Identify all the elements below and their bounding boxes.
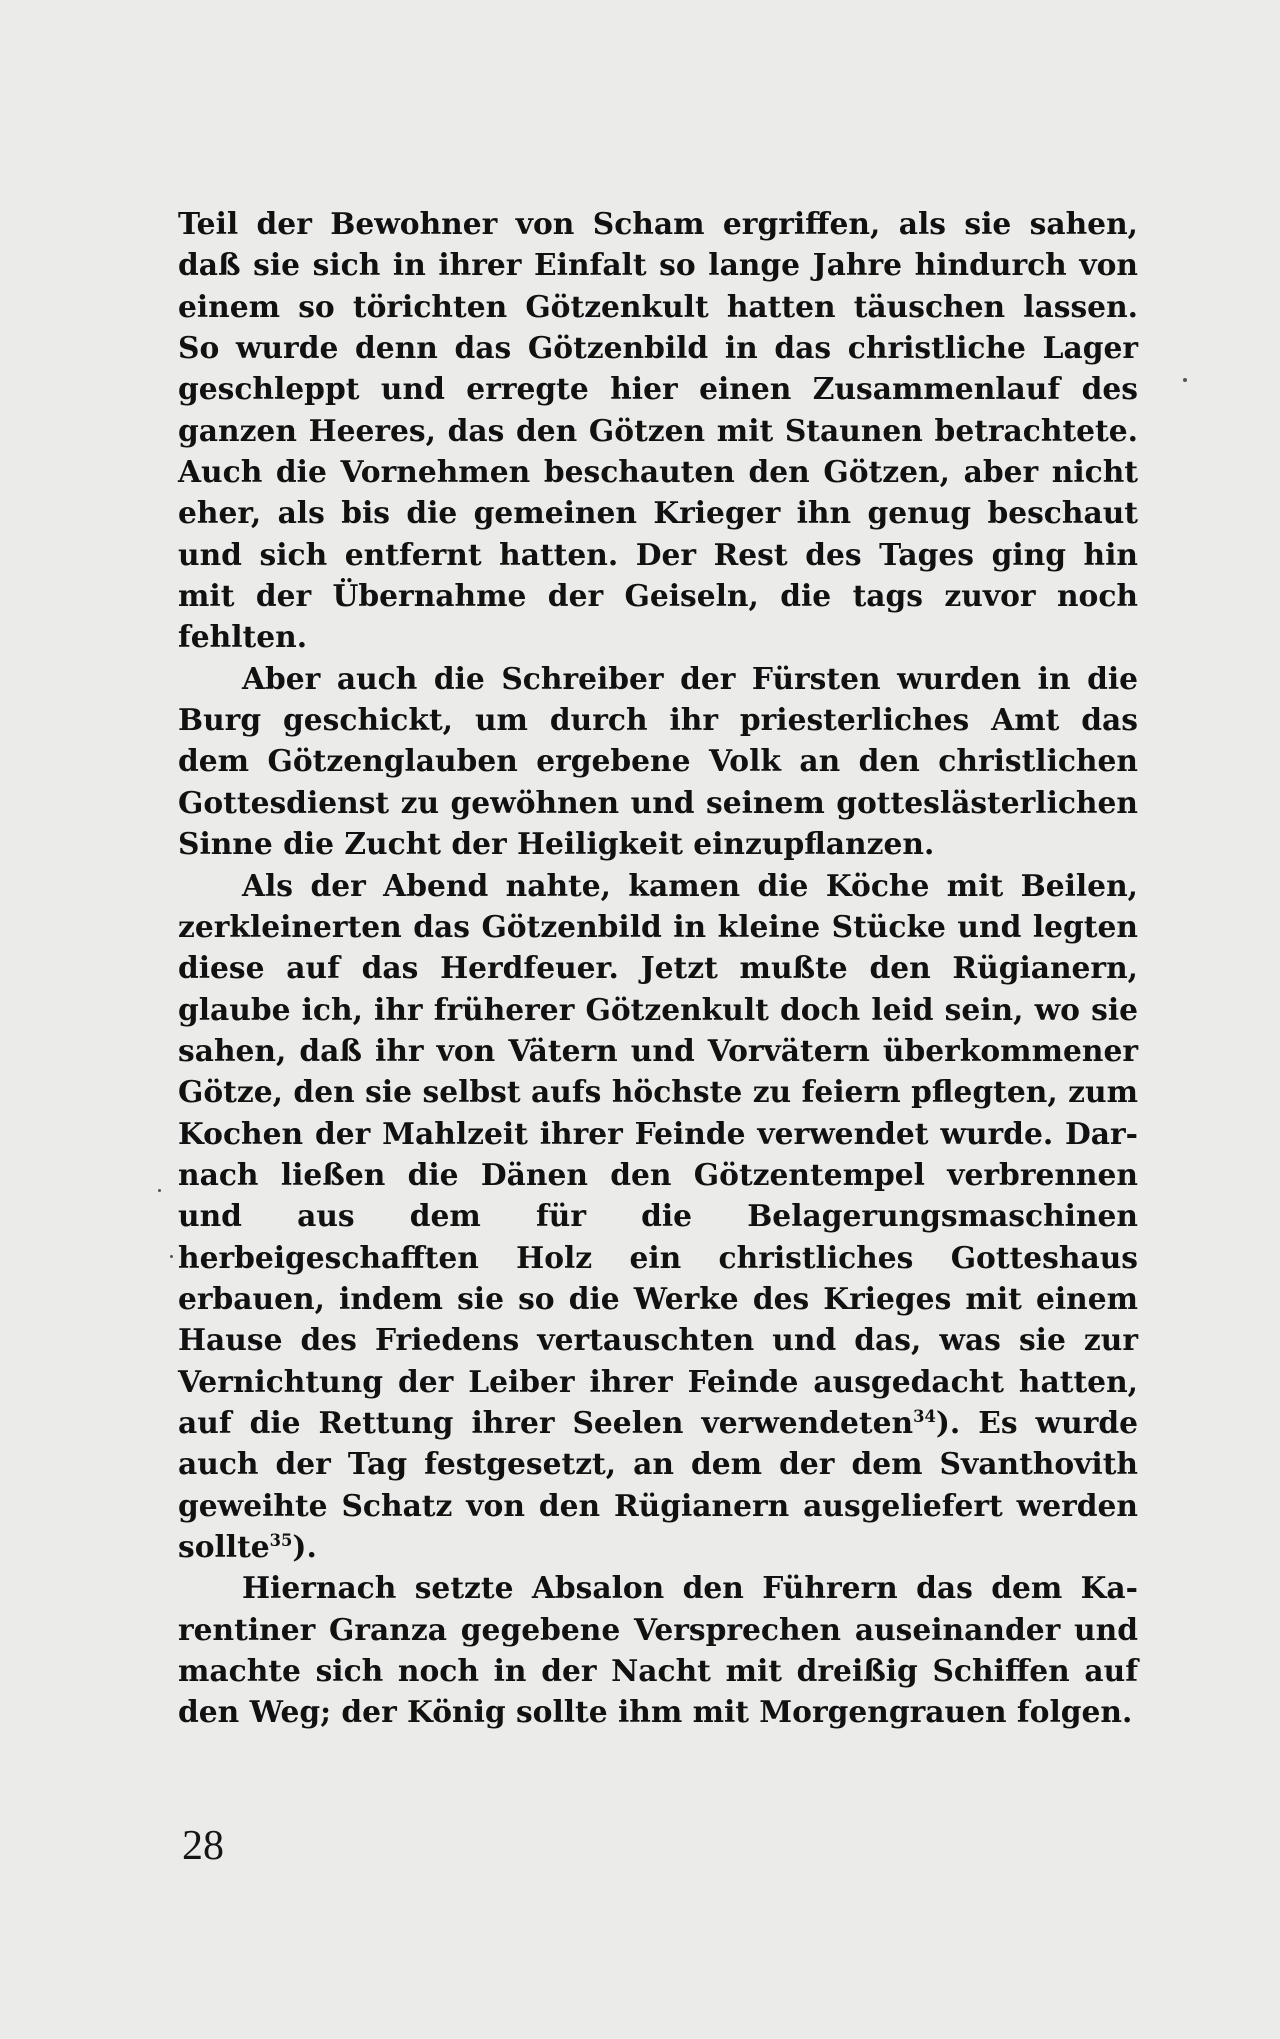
page-number: 28	[182, 1823, 224, 1869]
paragraph	[178, 659, 1138, 866]
paragraph-text: ).	[292, 1530, 317, 1565]
body-text	[178, 204, 1138, 1734]
paragraph-text: Hiernach setzte Absalon den Führern das dem Karentiner Granza gegebene Versprechen auseinander und machte sich noch in der Nacht mit dreißig Schiffen auf den Weg; der König sollte ihm mit Morgengrauen folgen.	[178, 1571, 1138, 1731]
ink-speck	[1183, 378, 1187, 382]
ink-speck	[170, 1255, 173, 1258]
paragraph	[178, 866, 1138, 1569]
paragraph-text: Aber auch die Schreiber der Fürsten wurden in die Burg geschickt, um durch ihr priesterliches Amt das dem Götzenglauben ergebene Volk an den christlichen Gottesdienst zu gewöhnen und seinem gotteslästerlichen Sinne die Zucht der Heiligkeit einzupflanzen.	[178, 661, 1138, 863]
paragraph-text: Als der Abend nahte, kamen die Köche mit Beilen, zerkleinerten das Götzenbild in kleine Stücke und legten diese auf das Herdfeuer. Jetzt mußte den Rügianern, glaube ich, ihr früherer Götzenkult doch leid sein, wo sie sahen, daß ihr von Vätern und Vorvätern überkommener Götze, den sie selbst aufs höchste zu feiern pflegten, zum Kochen der Mahlzeit ihrer Feinde verwendet wurde. Darnach ließen die Dänen den Götzentempel verbrennen und aus dem für die Belagerungsmaschinen herbeigeschafften Holz ein christliches Gotteshaus erbauen, indem sie so die Werke des Krieges mit einem Hause des Friedens vertauschten und das, was sie zur Vernichtung der Leiber ihrer Feinde ausgedacht hatten, auf die Rettung ihrer Seelen verwendeten	[178, 868, 1138, 1441]
paragraph-text: ). Es wurde auch der Tag festgesetzt, an dem der dem Svanthovith geweihte Schatz von den Rügianern ausgeliefert werden sollte	[178, 1405, 1138, 1565]
footnote-marker: 35	[269, 1531, 293, 1551]
paragraph	[178, 204, 1138, 659]
footnote-marker: 34	[913, 1407, 936, 1427]
paragraph-text: Teil der Bewohner von Scham ergriffen, als sie sahen, daß sie sich in ihrer Einfalt so lange Jahre hindurch von einem so törichten Götzenkult hatten täuschen lassen. So wurde denn das Götzenbild in das christliche Lager geschleppt und erregte hier einen Zusammenlauf des ganzen Heeres, das den Götzen mit Staunen betrachtete. Auch die Vornehmen beschauten den Götzen, aber nicht eher, als bis die gemeinen Krieger ihn genug beschaut und sich entfernt hatten. Der Rest des Tages ging hin mit der Übernahme der Geiseln, die tags zuvor noch fehlten.	[178, 207, 1138, 656]
ink-speck	[158, 1189, 161, 1192]
paragraph	[178, 1568, 1138, 1733]
